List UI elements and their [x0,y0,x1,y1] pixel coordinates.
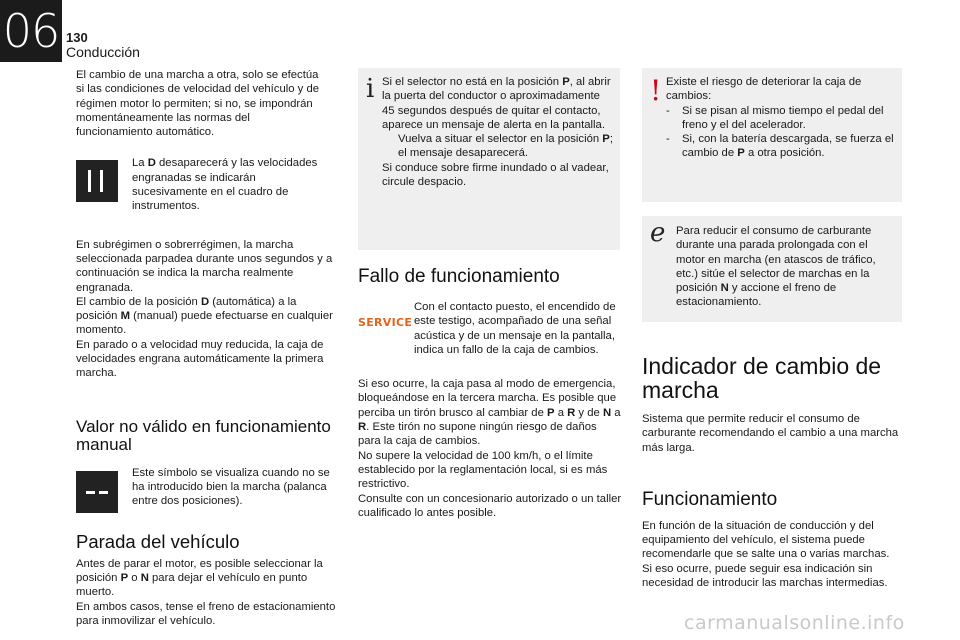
invalid-gear-icon [76,471,118,513]
eco-icon: e [650,218,666,248]
eco-box [642,216,902,322]
page-number: 130 [66,30,88,45]
mode-change-paragraph: El cambio de la posición D (automática) a la posición M (manual) puede efectuarse en cualquier momento. [76,295,333,337]
service-warning-icon: SERVICE [358,316,413,329]
warning-icon: ! [650,74,662,107]
low-speed-paragraph: En parado o a velocidad muy reducida, la caja de velocidades engrana automáticamente la primera marcha. [76,338,324,380]
warning-intro: Existe el riesgo de deteriorar la caja de cambios: [666,76,862,103]
vehicle-stop-paragraph: Antes de parar el motor, es posible seleccionar la posición P o N para dejar el vehículo en punto muerto. [76,557,323,599]
column-right [642,354,904,590]
info-icon: i [366,74,375,104]
info-box [358,68,620,250]
operation-paragraph: En función de la situación de conducción y del equipamiento del vehículo, el sistema puede recomendarle que se salte una o varias marchas. [642,519,890,561]
intro-paragraph: El cambio de una marcha a otra, solo se efectúa si las condiciones de velocidad del vehículo y de régimen motor lo permiten; si no, se impondrán momentáneamente las normas del funcionamiento automático. [76,69,320,139]
column-middle [358,268,622,520]
gear-display-text: La D desaparecerá y las velocidades engranadas se indicarán sucesivamente en el cuadro de instrumentos. [132,157,318,213]
operation-heading: Funcionamiento [642,488,778,510]
fault-note [358,300,622,357]
warning-item: - Si, con la batería descargada, se fuerza el cambio de P a otra posición. [666,133,894,160]
emergency-mode-paragraph: Si eso ocurre, la caja pasa al modo de emergencia, bloqueándose en la tercera marcha. Es posible que perciba un tirón brusco al cambiar de P a R y de N a R. Este tirón no supone ningún riesgo de daños para la caja de cambios. [358,378,621,448]
fault-heading: Fallo de funcionamiento [358,266,560,287]
indicator-description: Sistema que permite reducir el consumo de carburante recomendando el cambio a una marcha más larga. [642,413,899,454]
chapter-badge: 06 [0,0,62,62]
info-selector-text: Si el selector no está en la posición P, al abrir la puerta del conductor o aproximadamente 45 segundos después de quitar el contacto, aparece un mensaje de alerta en la pantalla. [382,76,611,131]
gear-shift-indicator-heading: Indicador de cambio de marcha [642,353,882,403]
speed-limit-paragraph: No supere la velocidad de 100 km/h, o el límite establecido por la reglamentación local, si es más restrictivo. [358,449,608,491]
invalid-value-note [76,466,338,513]
gear-indicator-icon [76,160,118,202]
warning-box [642,68,902,202]
fault-text: Con el contacto puesto, el encendido de este testigo, acompañado de una señal acústica y de un mensaje en la pantalla, indica un fallo de la caja de cambios. [414,301,616,356]
watermark: carmanualsonline.info [684,612,905,634]
warning-item: - Si se pisan al mismo tiempo el pedal del freno y el del acelerador. [666,104,884,131]
invalid-value-text: Este símbolo se visualiza cuando no se ha introducido bien la marcha (palanca entre dos posiciones). [132,466,330,508]
eco-text: Para reducir el consumo de carburante durante una parada prolongada con el motor en marcha (en atascos de tráfico, etc.) sitúe el selector de marchas en la posición N y accione el freno de estacionamiento. [676,225,876,309]
section-title: Conducción [66,44,140,60]
gear-display-note [76,156,338,213]
operation-paragraph-2: Si eso ocurre, puede seguir esa indicación sin necesidad de introducir las marchas intermedias. [642,562,888,590]
info-bullet: Vuelva a situar el selector en la posición P; el mensaje desaparecerá. [382,132,614,161]
info-water-text: Si conduce sobre firme inundado o al vadear, circule despacio. [382,161,609,189]
invalid-value-heading: Valor no válido en funcionamiento manual [76,416,331,454]
parking-brake-paragraph: En ambos casos, tense el freno de estacionamiento para inmovilizar el vehículo. [76,600,336,627]
underspeed-paragraph: En subrégimen o sobrerrégimen, la marcha seleccionada parpadea durante unos segundos y a continuación se indica la marcha realmente engranada. [76,238,333,294]
vehicle-stop-heading: Parada del vehículo [76,530,240,552]
arrow-icon [382,132,398,161]
column-left [76,68,338,628]
dealer-paragraph: Consulte con un concesionario autorizado o un taller cualificado lo antes posible. [358,492,622,519]
